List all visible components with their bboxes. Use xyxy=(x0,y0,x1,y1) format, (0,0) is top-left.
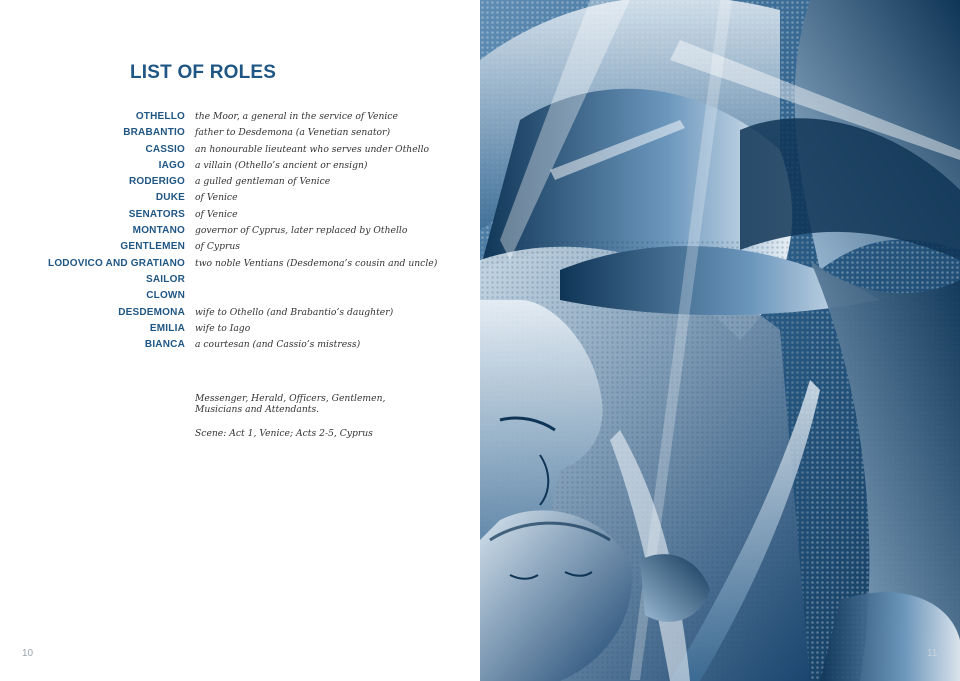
role-row xyxy=(0,256,480,272)
role-description: wife to Othello (and Brabantio’s daughter) xyxy=(195,306,394,318)
role-name: BRABANTIO xyxy=(123,127,185,139)
role-name: DUKE xyxy=(155,192,185,204)
role-description: an honourable lieuteant who serves under Othello xyxy=(195,143,430,155)
othello-desdemona-illustration xyxy=(480,0,960,681)
role-row xyxy=(0,305,480,321)
role-name: DESDEMONA xyxy=(118,306,185,318)
role-row xyxy=(0,125,480,141)
role-description: a gulled gentleman of Venice xyxy=(195,176,331,188)
role-description: governor of Cyprus, later replaced by Othello xyxy=(195,225,408,237)
role-row xyxy=(0,288,480,304)
page-number-right: 11 xyxy=(927,648,938,659)
page-number-left: 10 xyxy=(22,648,34,659)
role-row xyxy=(0,142,480,158)
role-name: CASSIO xyxy=(145,143,185,155)
role-description: of Venice xyxy=(195,192,238,204)
role-description: wife to Iago xyxy=(195,322,251,334)
role-description: a villain (Othello’s ancient or ensign) xyxy=(195,159,368,171)
role-name: CLOWN xyxy=(146,290,185,302)
roles-list xyxy=(0,109,480,353)
role-description: the Moor, a general in the service of Venice xyxy=(195,111,398,122)
role-name: LODOVICO AND GRATIANO xyxy=(48,257,185,269)
role-row xyxy=(0,109,480,125)
role-description: a courtesan (and Cassio’s mistress) xyxy=(195,339,361,351)
role-name: SAILOR xyxy=(146,273,185,285)
role-name: OTHELLO xyxy=(135,111,185,122)
role-name: BIANCA xyxy=(144,339,185,351)
role-row xyxy=(0,190,480,206)
role-description: two noble Ventians (Desdemona’s cousin and uncle) xyxy=(195,257,438,269)
role-row xyxy=(0,239,480,255)
other-characters-note: Messenger, Herald, Officers, Gentlemen, Musicians and Attendants. xyxy=(195,393,386,415)
role-row xyxy=(0,158,480,174)
role-name: MONTANO xyxy=(132,225,185,237)
role-name: SENATORS xyxy=(128,208,185,220)
scene-note: Scene: Act 1, Venice; Acts 2-5, Cyprus xyxy=(195,428,373,439)
role-name: EMILIA xyxy=(149,322,185,334)
role-row xyxy=(0,321,480,337)
role-name: GENTLEMEN xyxy=(120,241,185,253)
role-row xyxy=(0,272,480,288)
right-page xyxy=(480,0,960,681)
page-title: LIST OF ROLES xyxy=(130,62,277,83)
role-description: of Venice xyxy=(195,208,238,220)
role-row xyxy=(0,207,480,223)
role-description: father to Desdemona (a Venetian senator) xyxy=(195,127,391,139)
notes xyxy=(195,393,425,452)
role-name: IAGO xyxy=(158,159,185,171)
role-row xyxy=(0,337,480,353)
role-description: of Cyprus xyxy=(195,241,240,253)
role-row xyxy=(0,223,480,239)
role-name: RODERIGO xyxy=(128,176,185,188)
role-row xyxy=(0,174,480,190)
